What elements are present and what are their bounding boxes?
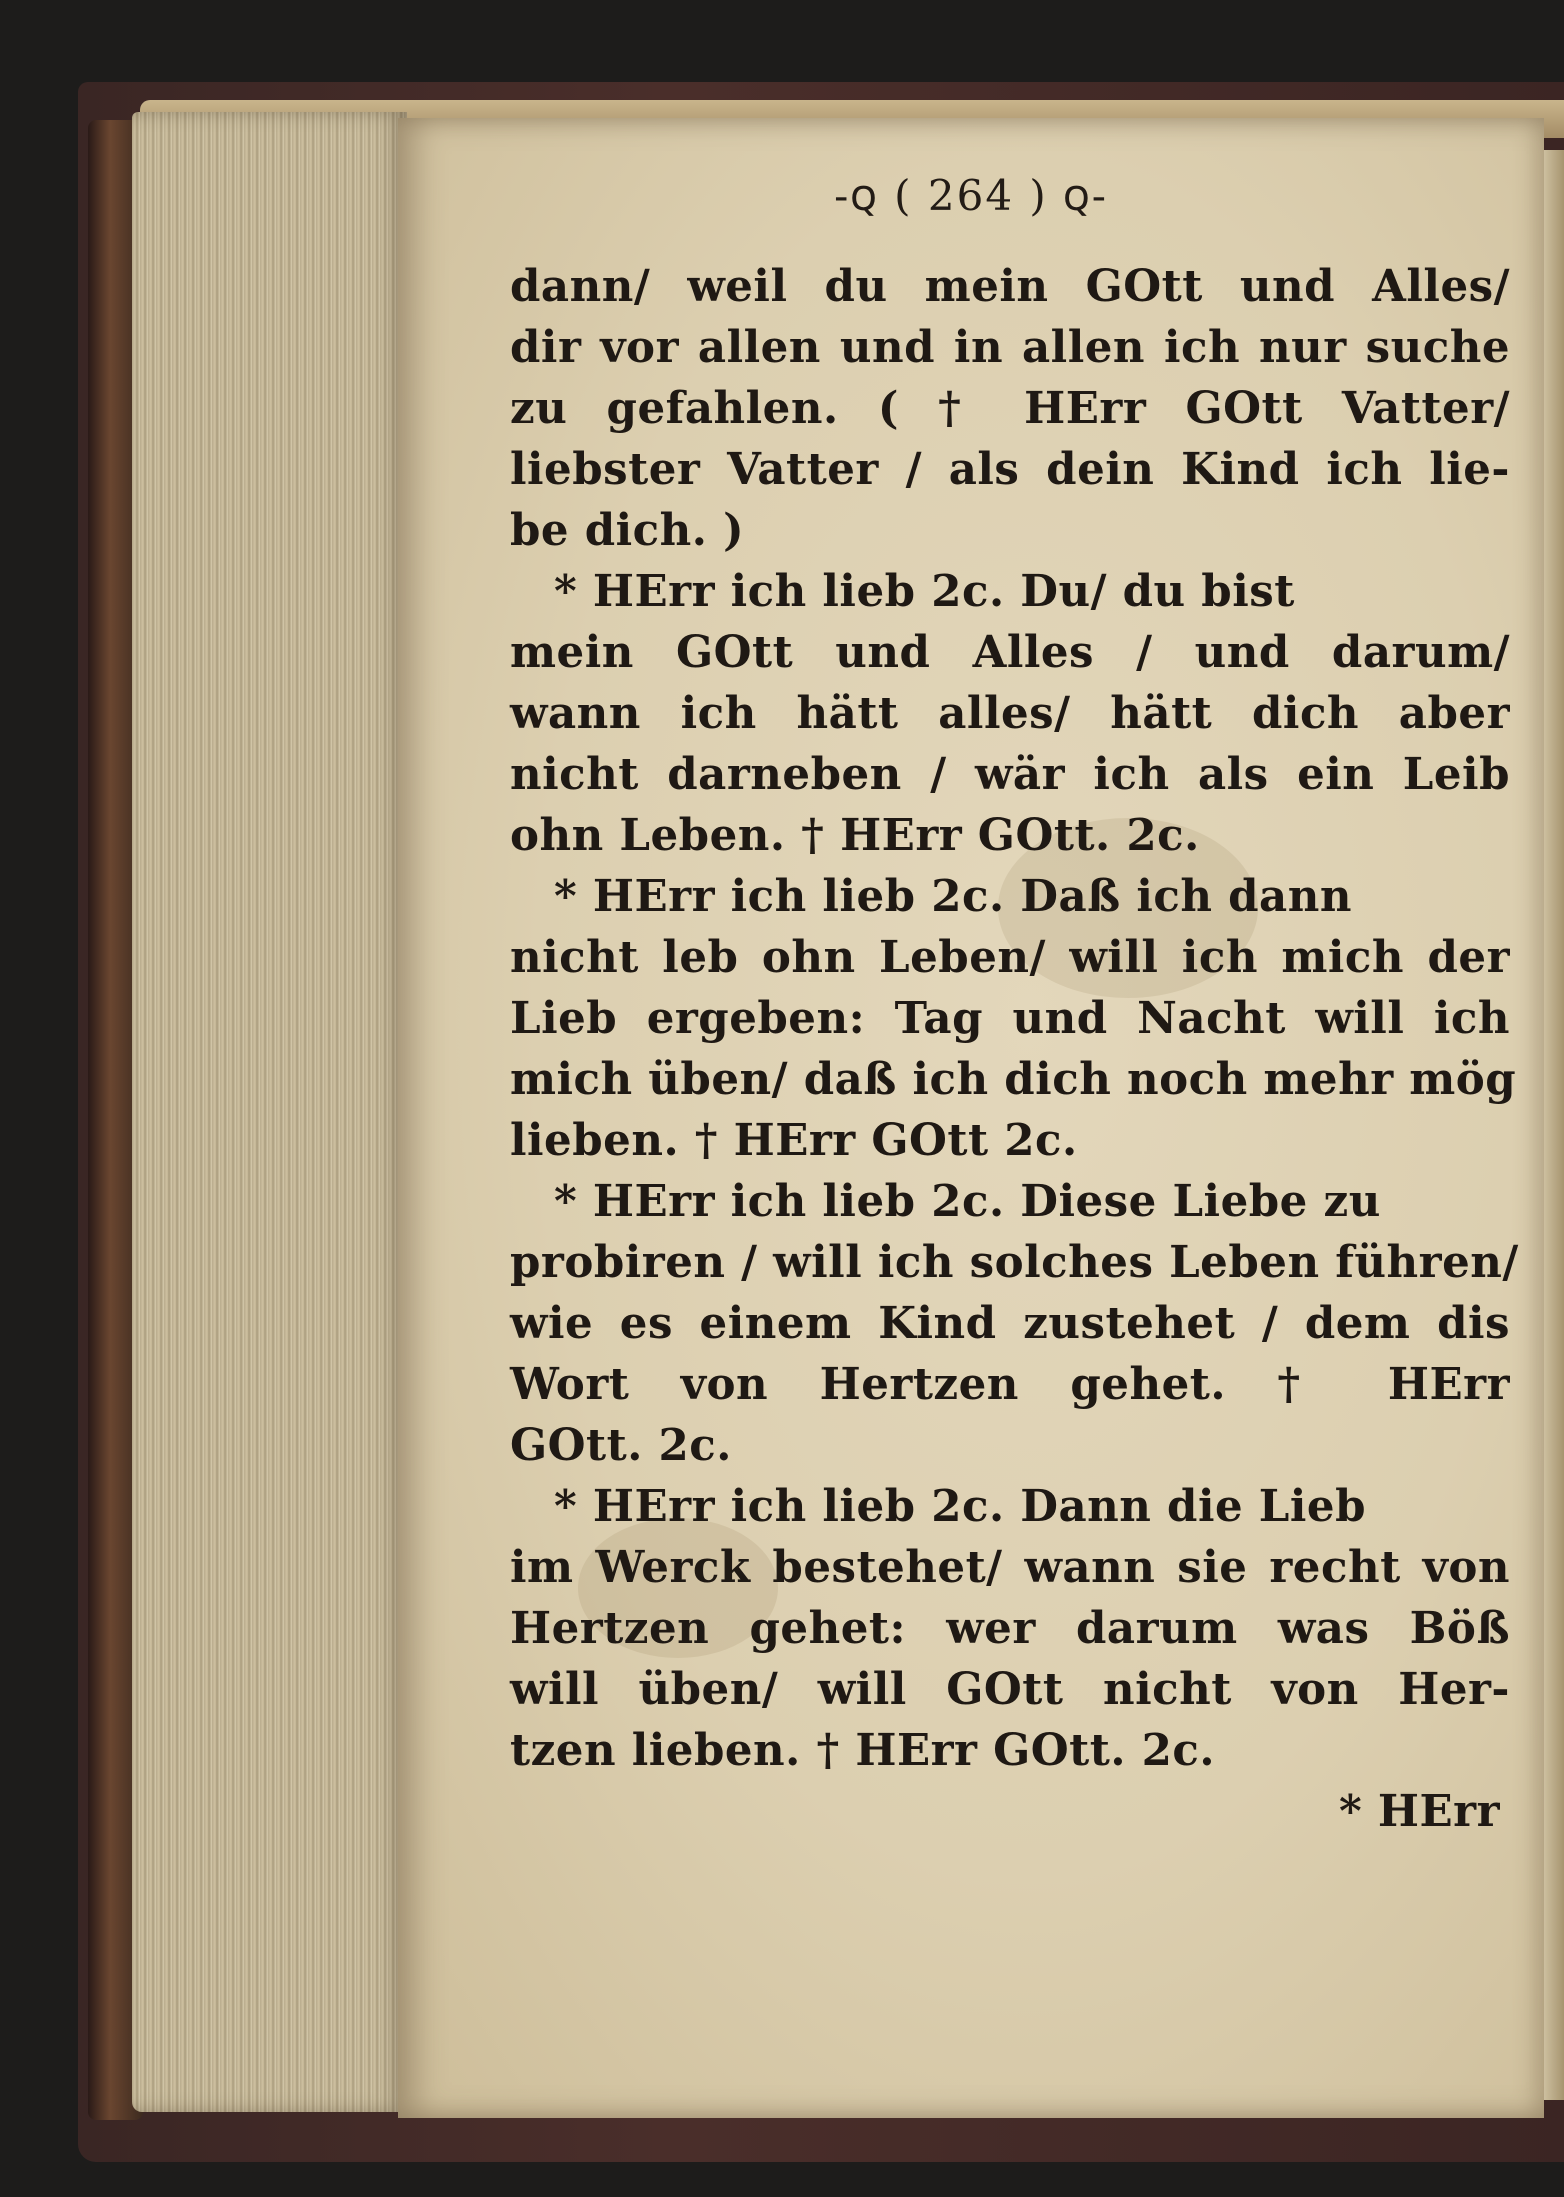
header-right-ornament: ꞯ-	[1063, 171, 1108, 220]
text-line: dir vor allen und in allen ich nur suche	[510, 322, 1510, 373]
text-line: will üben/ will GOtt nicht von Her-	[510, 1664, 1510, 1715]
text-line: zu gefahlen. ( † HErr GOtt Vatter/	[510, 383, 1510, 434]
text-line: wie es einem Kind zustehet / dem dis	[510, 1298, 1510, 1349]
text-line: wann ich hätt alles/ hätt dich aber	[510, 688, 1510, 739]
text-line: be dich. )	[510, 505, 745, 556]
page-header	[398, 166, 1544, 223]
text-line: GOtt. 2c.	[510, 1420, 732, 1471]
text-line: Hertzen gehet: wer darum was Böß	[510, 1603, 1510, 1654]
page-stack	[132, 112, 407, 2112]
text-line: tzen lieben. † HErr GOtt. 2c.	[510, 1725, 1216, 1776]
text-line: Lieb ergeben: Tag und Nacht will ich	[510, 993, 1510, 1044]
text-line: dann/ weil du mein GOtt und Alles/	[510, 261, 1510, 312]
text-line: mein GOtt und Alles / und darum/	[510, 627, 1510, 678]
text-line: lieben. † HErr GOtt 2c.	[510, 1115, 1078, 1166]
text-line: * HErr ich lieb 2c. Daß ich dann	[554, 871, 1352, 922]
text-line: mich üben/ daß ich dich noch mehr mög	[510, 1054, 1517, 1105]
text-line: liebster Vatter / als dein Kind ich lie-	[510, 444, 1510, 495]
text-line: probiren / will ich solches Leben führen/	[510, 1237, 1519, 1288]
text-line: * HErr	[1339, 1786, 1500, 1837]
text-line: Wort von Hertzen gehet. † HErr	[510, 1359, 1510, 1410]
book-page	[398, 118, 1544, 2118]
header-left-ornament: -ꞯ	[834, 171, 879, 220]
text-line: nicht leb ohn Leben/ will ich mich der	[510, 932, 1510, 983]
text-line: * HErr ich lieb 2c. Dann die Lieb	[554, 1481, 1367, 1532]
text-line: nicht darneben / wär ich als ein Leib	[510, 749, 1510, 800]
body-text	[510, 256, 1519, 1842]
page-number: ( 264 )	[894, 171, 1048, 220]
text-line: * HErr ich lieb 2c. Diese Liebe zu	[554, 1176, 1381, 1227]
text-line: * HErr ich lieb 2c. Du/ du bist	[554, 566, 1295, 617]
text-line: ohn Leben. † HErr GOtt. 2c.	[510, 810, 1200, 861]
facing-page-edge	[1544, 150, 1564, 2100]
text-line: im Werck bestehet/ wann sie recht von	[510, 1542, 1510, 1593]
